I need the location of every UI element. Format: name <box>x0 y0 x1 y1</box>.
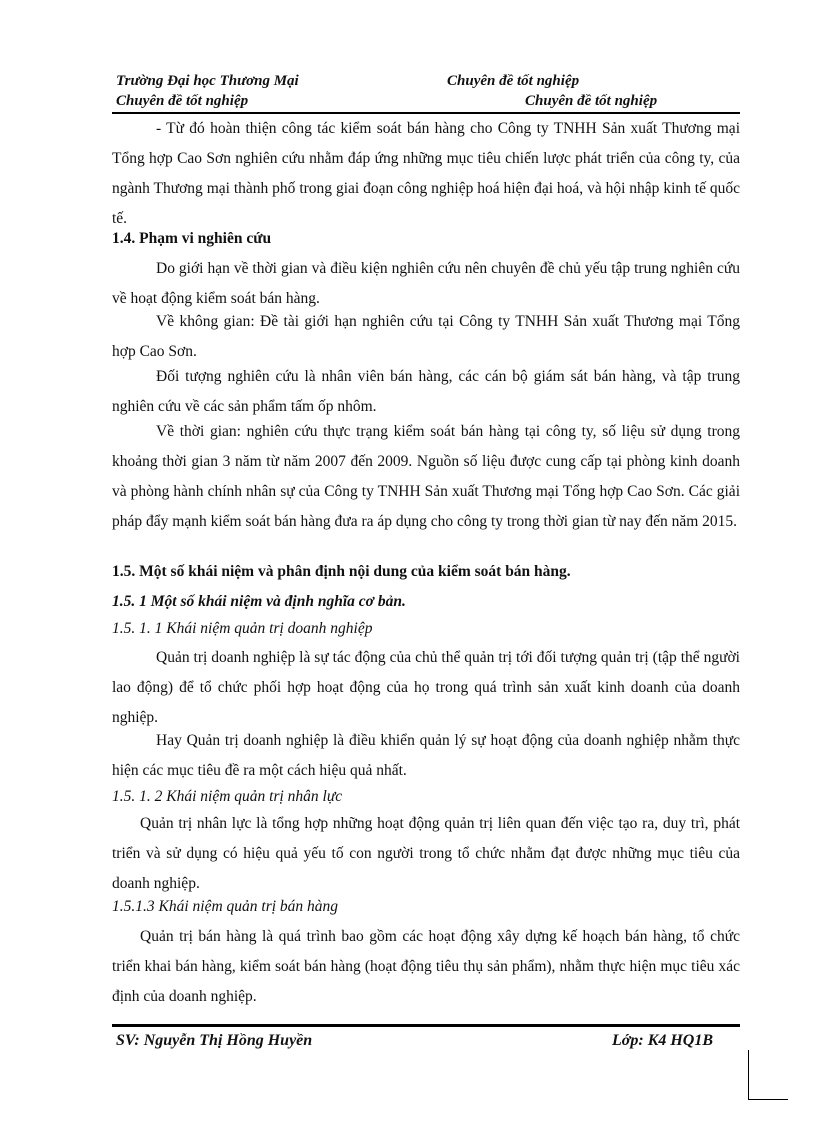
paragraph-objective: - Từ đó hoàn thiện công tác kiểm soát bán hàng cho Công ty TNHH Sản xuất Thương mại Tổng hợp Cao Sơn nghiên cứu nhằm đáp ứng những mục tiêu chiến lược phát triển của công ty, của ngành Thương mại thành phố trong giai đoạn công nghiệp hoá hiện đại hoá, và hội nhập kinh tế quốc tế. <box>112 120 740 227</box>
paragraph-space: Về không gian: Đề tài giới hạn nghiên cứu tại Công ty TNHH Sản xuất Thương mại Tổng hợp Cao Sơn. <box>112 313 740 360</box>
header-subtitle-left: Chuyên đề tốt nghiệp <box>116 93 249 109</box>
crop-mark-vertical <box>748 1050 749 1100</box>
paragraph-sales-management: Quản trị bán hàng là quá trình bao gồm các hoạt động xây dựng kế hoạch bán hàng, tổ chức triển khai bán hàng, kiểm soát bán hàng (hoạt động tiêu thụ sản phẩm), nhằm thực hiện mục tiêu xác định của doanh nghiệp. <box>112 928 740 1005</box>
paragraph-business-management-2: Hay Quản trị doanh nghiệp là điều khiển quản lý sự hoạt động của doanh nghiệp nhằm thực hiện các mục tiêu đề ra một cách hiệu quả nhất. <box>112 732 740 779</box>
footer-student: SV: Nguyễn Thị Hồng Huyền <box>116 1032 313 1049</box>
header-subtitle-right: Chuyên đề tốt nghiệp <box>525 93 658 109</box>
heading-1-5-1-1: 1.5. 1. 1 Khái niệm quản trị doanh nghiệp <box>112 620 373 637</box>
crop-mark-horizontal <box>748 1099 788 1100</box>
paragraph-scope: Do giới hạn về thời gian và điều kiện nghiên cứu nên chuyên đề chủ yếu tập trung nghiên cứu về hoạt động kiểm soát bán hàng. <box>112 260 740 307</box>
paragraph-subject: Đối tượng nghiên cứu là nhân viên bán hàng, các cán bộ giám sát bán hàng, và tập trung nghiên cứu về các sản phẩm tấm ốp nhôm. <box>112 368 740 415</box>
paragraph-time: Về thời gian: nghiên cứu thực trạng kiểm soát bán hàng tại công ty, số liệu sử dụng trong khoảng thời gian 3 năm từ năm 2007 đến 2009. Nguồn số liệu được cung cấp tại phòng kinh doanh và phòng hành chính nhân sự của Công ty TNHH Sản xuất Thương mại Tổng hợp Cao Sơn. Các giải pháp đẩy mạnh kiểm soát bán hàng đưa ra áp dụng cho công ty trong thời gian từ nay đến năm 2015. <box>112 423 740 530</box>
header-title: Chuyên đề tốt nghiệp <box>447 73 580 89</box>
heading-1-5-1-2: 1.5. 1. 2 Khái niệm quản trị nhân lực <box>112 788 343 805</box>
heading-1-5-1: 1.5. 1 Một số khái niệm và định nghĩa cơ bản. <box>112 593 406 610</box>
footer-rule <box>112 1024 740 1027</box>
heading-1-5-1-3: 1.5.1.3 Khái niệm quản trị bán hàng <box>112 898 339 915</box>
footer-class: Lớp: K4 HQ1B <box>612 1032 714 1049</box>
heading-1-4: 1.4. Phạm vi nghiên cứu <box>112 230 272 247</box>
paragraph-business-management: Quản trị doanh nghiệp là sự tác động của chủ thể quản trị tới đối tượng quản trị (tập thể người lao động) để tổ chức phối hợp hoạt động của họ trong quá trình sản xuất kinh doanh của doanh nghiệp. <box>112 649 740 726</box>
heading-1-5: 1.5. Một số khái niệm và phân định nội dung của kiểm soát bán hàng. <box>112 563 571 580</box>
paragraph-hr-management: Quản trị nhân lực là tổng hợp những hoạt động quản trị liên quan đến việc tạo ra, duy trì, phát triển và sử dụng có hiệu quả yếu tố con người trong tổ chức nhằm đạt được những mục tiêu của doanh nghiệp. <box>112 815 740 892</box>
header-school: Trường Đại học Thương Mại <box>116 73 299 89</box>
